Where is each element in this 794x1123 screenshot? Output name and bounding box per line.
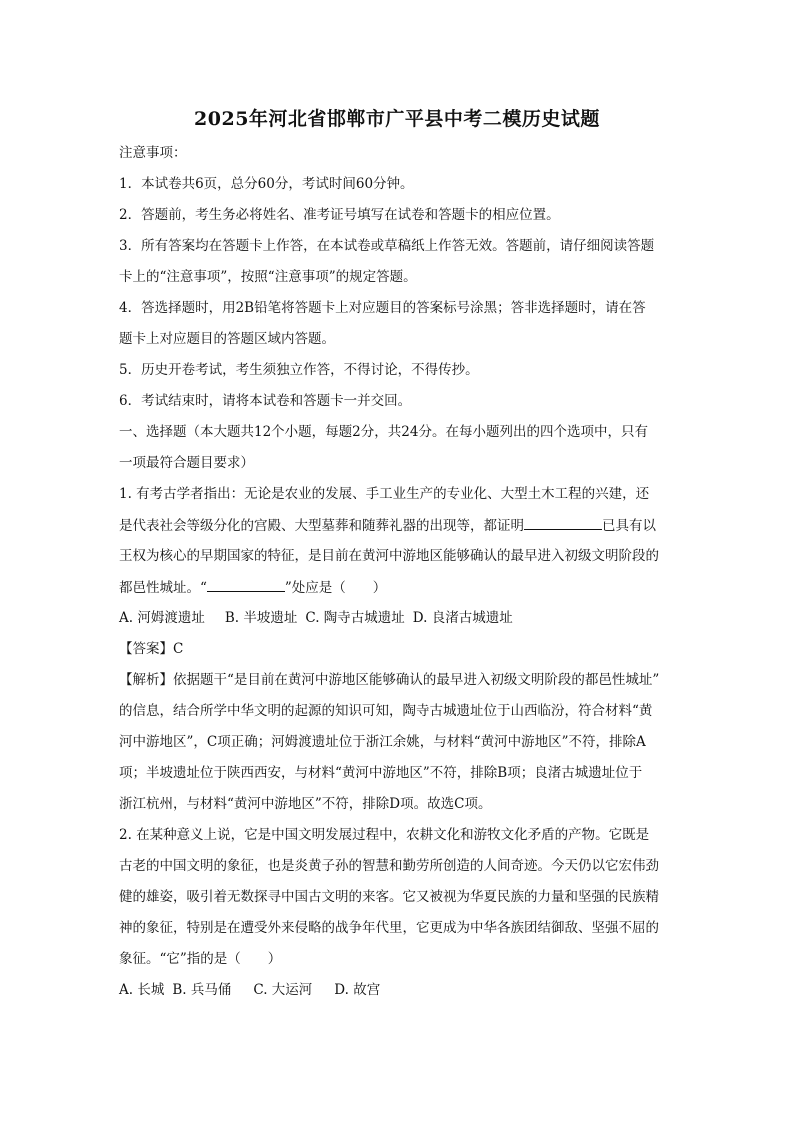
option-d: D. 故宫 xyxy=(334,982,381,998)
question-1-analysis: 浙江杭州，与材料“黄河中游地区”不符，排除D项。故选C项。 xyxy=(119,796,492,812)
option-a: A. 河姆渡遗址 xyxy=(119,610,205,626)
question-1-text: 是代表社会等级分化的宫殿、大型墓葬和随葬礼器的出现等，都证明 xyxy=(119,518,524,534)
question-1-stem-line2 xyxy=(119,513,679,544)
question-1-stem: 1. 有考古学者指出：无论是农业的发展、手工业生产的专业化、大型土木工程的兴建，还 xyxy=(119,486,650,502)
notice-item: 4．答选择题时，用2B铅笔将答题卡上对应题目的答案标号涂黑；答非选择题时，请在答 xyxy=(119,300,646,316)
option-a: A. 长城 xyxy=(119,982,165,998)
question-2-stem: 神的象征，特别是在遭受外来侵略的战争年代里，它更成为中华各族团结御敌、坚强不屈的 xyxy=(119,920,659,936)
question-1-answer: 【答案】C xyxy=(119,641,184,657)
question-1-text: 已具有以 xyxy=(602,518,656,534)
notice-item: 2．答题前，考生务必将姓名、准考证号填写在试卷和答题卡的相应位置。 xyxy=(119,207,560,223)
answer-blank xyxy=(524,513,602,530)
section-heading: 一、选择题（本大题共12个小题，每题2分，共24分。在每小题列出的四个选项中，只有 xyxy=(119,424,648,440)
notice-heading: 注意事项： xyxy=(119,145,187,161)
question-2-stem: 象征。“它”指的是（ ） xyxy=(119,951,282,967)
question-2-stem: 2. 在某种意义上说，它是中国文明发展过程中，农耕文化和游牧文化矛盾的产物。它既是 xyxy=(119,827,650,843)
question-1-text: 都邑性城址。“ xyxy=(119,580,207,596)
notice-item: 5．历史开卷考试，考生须独立作答，不得讨论，不得传抄。 xyxy=(119,362,479,378)
notice-item-continued: 题卡上对应题目的答题区域内答题。 xyxy=(119,331,335,347)
option-c: C. 陶寺古城遗址 xyxy=(305,610,405,626)
question-2-stem: 健的雄姿，吸引着无数探寻中国古文明的来客。它又被视为华夏民族的力量和坚强的民族精 xyxy=(119,889,659,905)
question-1-analysis: 河中游地区”，C项正确；河姆渡遗址位于浙江余姚，与材料“黄河中游地区”不符，排除A xyxy=(119,734,646,750)
option-b: B. 半坡遗址 xyxy=(224,610,298,626)
page-title: 2025年河北省邯郸市广平县中考二模历史试题 xyxy=(194,108,600,130)
question-1-analysis: 项；半坡遗址位于陕西西安，与材料“黄河中游地区”不符，排除B项；良渚古城遗址位于 xyxy=(119,765,643,781)
question-1-stem-line4 xyxy=(119,575,679,606)
answer-blank xyxy=(207,575,285,592)
notice-item: 1．本试卷共6页，总分60分，考试时间60分钟。 xyxy=(119,176,414,192)
option-b: B. 兵马俑 xyxy=(172,982,232,998)
question-2-options xyxy=(119,978,679,1009)
option-d: D. 良渚古城遗址 xyxy=(412,610,513,626)
notice-item: 6．考试结束时，请将本试卷和答题卡一并交回。 xyxy=(119,393,412,409)
notice-item: 3．所有答案均在答题卡上作答，在本试卷或草稿纸上作答无效。答题前，请仔细阅读答题 xyxy=(119,238,655,254)
section-heading-continued: 一项最符合题目要求） xyxy=(119,455,254,471)
question-1-options xyxy=(119,606,679,637)
option-c: C. 大运河 xyxy=(253,982,313,998)
question-1-text: ”处应是（ ） xyxy=(284,580,387,596)
question-1-analysis: 【解析】依据题干“是目前在黄河中游地区能够确认的最早进入初级文明阶段的都邑性城址” xyxy=(119,672,660,688)
question-1-analysis: 的信息，结合所学中华文明的起源的知识可知，陶寺古城遗址位于山西临汾，符合材料“黄 xyxy=(119,703,653,719)
notice-item-continued: 卡上的“注意事项”，按照“注意事项”的规定答题。 xyxy=(119,269,417,285)
question-1-stem-line3: 王权为核心的早期国家的特征，是目前在黄河中游地区能够确认的最早进入初级文明阶段的 xyxy=(119,548,659,564)
document-body xyxy=(119,141,679,1009)
question-2-stem: 古老的中国文明的象征，也是炎黄子孙的智慧和勤劳所创造的人间奇迹。今天仍以它宏伟劲 xyxy=(119,858,659,874)
